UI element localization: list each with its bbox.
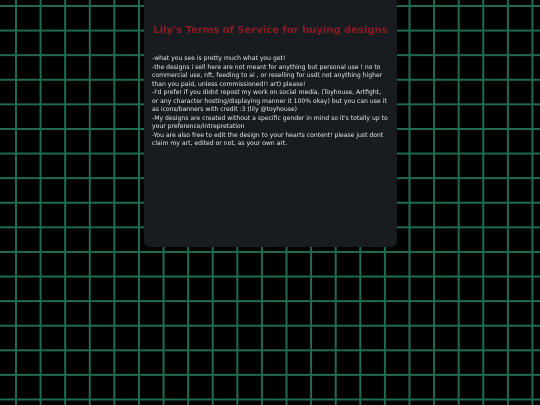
tos-body xyxy=(152,55,389,149)
tos-line: -I'd prefer if you didnt repost my work on social media, (Toyhouse, Artfight, or any character hosting/displaying manner it 100% okay) but you can use it as icons/banners with credit :3 (lily @toyhouse) xyxy=(152,89,387,113)
tos-panel xyxy=(144,0,397,247)
tos-title: Lily's Terms of Service for buying designs xyxy=(153,25,388,36)
tos-line: -the designs i sell here are not meant for anything but personal use ! no to commercial use, nft, feeding to ai , or reselling for usd( not anything higher than you paid, unless commissioned!! art) please! xyxy=(152,63,383,88)
tos-line: -what you see is pretty much what you get! xyxy=(152,55,286,62)
tos-line: -You are also free to edit the design to your hearts content! please just dont claim my art, edited or not, as your own art. xyxy=(152,131,384,147)
tos-line: -My designs are created without a specific gender in mind so it's totally up to your preference/intrepretation xyxy=(152,114,388,130)
